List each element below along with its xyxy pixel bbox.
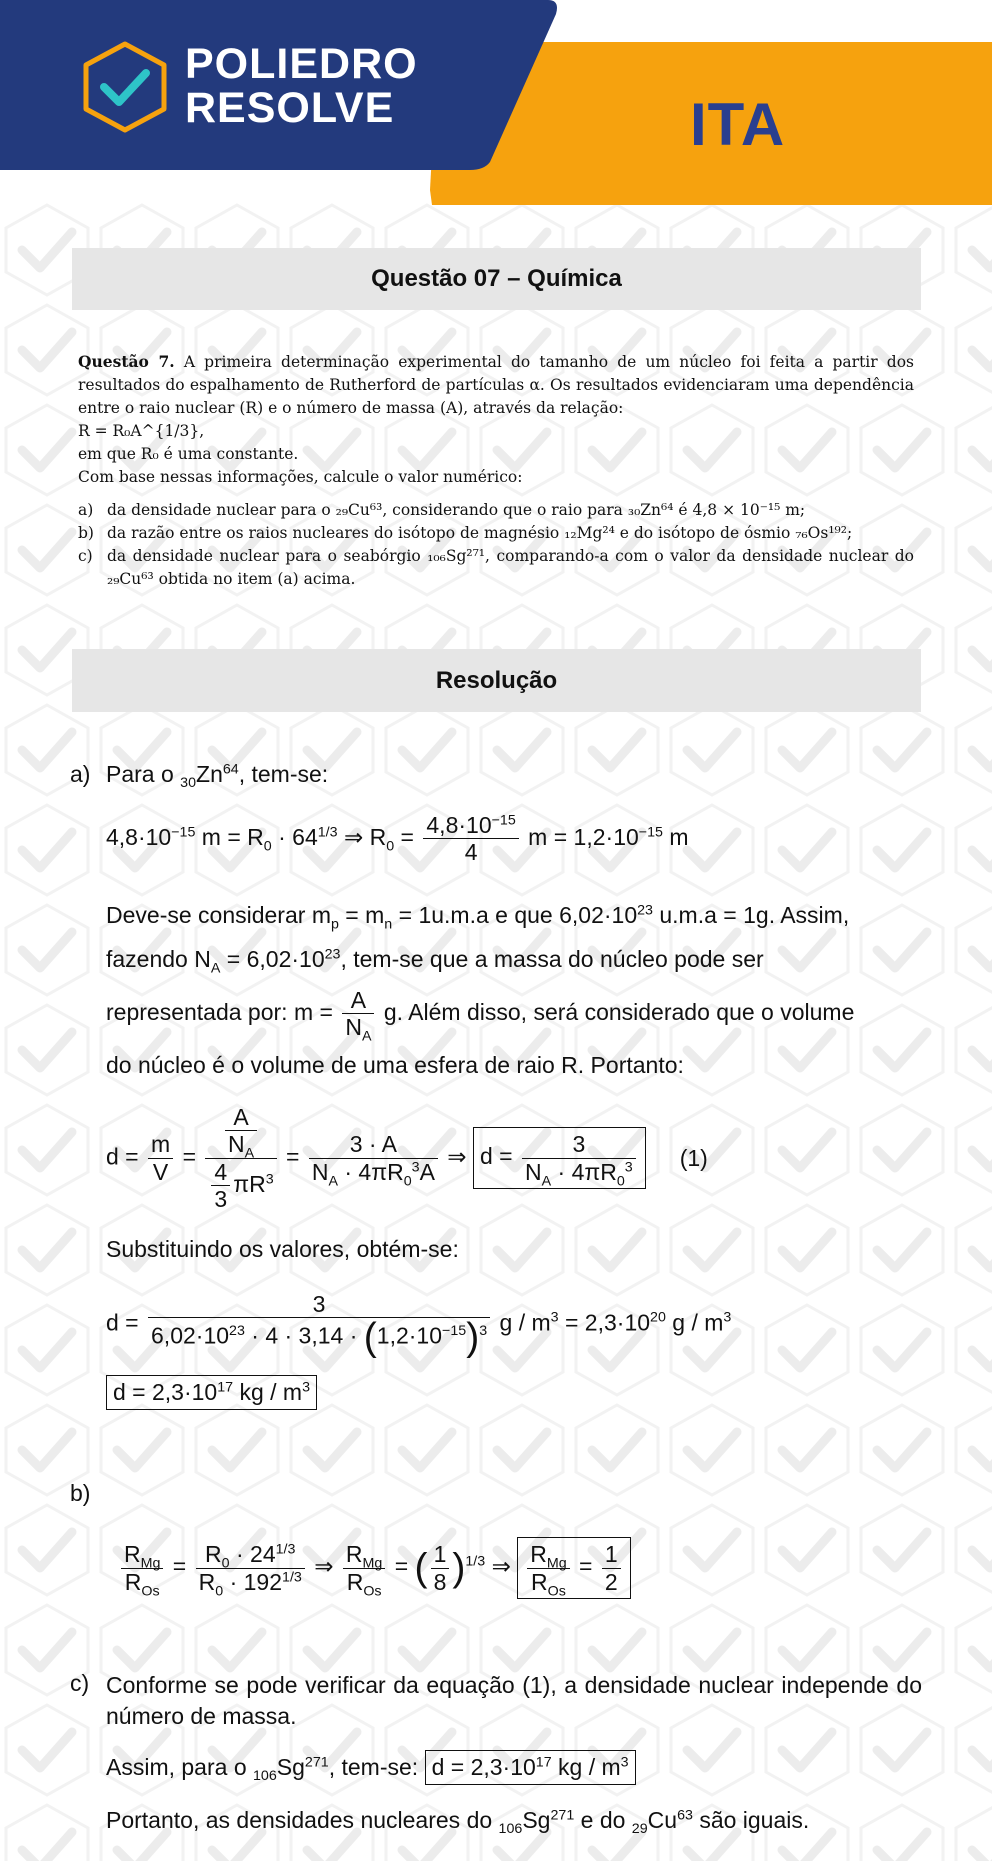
text-segment: , tem-se que a massa do núcleo pode ser [340, 946, 764, 972]
resolution-title: Resolução [435, 667, 558, 694]
text-segment: Para o [106, 761, 174, 787]
solution-a-text: Deve-se considerar $m_p = m_n = 1u.m.a$ e que $6,02\cdot 10^{23}$ u.m.a = 1g. Assim, fazendo $N_A = 6,02\cdot 10^{23}$, tem-se que a massa do núcleo pode ser representada por: m = $\frac{A}{N_A}$ g. Além disso, será considerado que o volume do núcleo é o volume de uma esfera de raio R. Portanto: [106, 902, 855, 1078]
solution-b-label: b) [70, 1480, 91, 1506]
result-density [106, 1375, 922, 1410]
equation-density: d = $\frac{m}{V}$ = $\frac{A}{N_A}$ $\frac{4}{3}$ $\pi R^3$ = $\frac{3 \cdot A}{N_A \cdot 4\pi R_0^3A}$ ⇒ d = $\frac{3}{N_A \cdot 4\pi R_0^3}$ (1) [106, 1103, 708, 1212]
equation-r0: $4,8\cdot 10^{-15}$ $m = R_0 \cdot 64^{1/3}$ ⇒ $R_0$ = $\frac{4,8\cdot 10^{-15}}{4}$ $m = 1,2\cdot 10^{-15}$ m [106, 812, 689, 866]
poliedro-logo-icon [80, 40, 170, 134]
question-label: Questão 7. [78, 352, 175, 371]
item-text: da densidade nuclear para o ₂₉Cu⁶³, considerando que o raio para ₃₀Zn⁶⁴ é 4,8 × 10⁻¹⁵ m; [107, 501, 806, 519]
text-segment: representada por: [106, 999, 288, 1025]
boxed-ratio-result: $\frac{R_{Mg}}{R_{Os}}$ = $\frac{1}{2}$ [517, 1537, 630, 1599]
brand-line1: POLIEDRO [185, 40, 418, 88]
text-segment: são iguais. [699, 1807, 810, 1833]
boxed-sg-density: $d = 2,3\cdot 10^{17}$ kg / $m^3$ [425, 1750, 636, 1785]
item-label: a) [78, 501, 94, 519]
question-const: em que R₀ é uma constante. [78, 445, 299, 463]
solution-c-text3: Portanto, as densidades nucleares do $_{106}Sg^{271}$ e do $_{29}Cu^{63}$ são iguais. [106, 1807, 810, 1837]
boxed-density-result: $d = 2,3\cdot 10^{17}$ kg / $m^3$ [106, 1375, 317, 1410]
brand-line2: RESOLVE [185, 84, 395, 132]
question-intro [78, 350, 914, 420]
formula-text: R = R₀A^{1/3}, [78, 422, 205, 440]
text-segment: , tem-se: [328, 1754, 419, 1780]
solution-c-label: c) [70, 1670, 90, 1696]
brand-logo-text [185, 42, 418, 130]
solution-a-subst: Substituindo os valores, obtém-se: [106, 1236, 459, 1262]
item-label: b) [78, 524, 94, 542]
solution-c-text: Conforme se pode verificar da equação (1), a densidade nuclear independe do número de massa. [106, 1672, 922, 1729]
text-segment: . Assim, [768, 902, 850, 928]
text-segment: do núcleo é o volume de uma esfera de raio R. Portanto: [106, 1052, 684, 1078]
solution-a-label: a) [70, 761, 91, 787]
question-prompt: Com base nessas informações, calcule o valor numérico: [78, 468, 523, 486]
item-text: da razão entre os raios nucleares do isótopo de magnésio ₁₂Mg²⁴ e do isótopo de ósmio ₇₆Os¹⁹²; [107, 524, 853, 542]
question-title-bar [72, 248, 921, 310]
question-statement [78, 350, 914, 591]
solution-c-text2: Assim, para o $_{106}Sg^{271}$, tem-se: $d = 2,3\cdot 10^{17}$ kg / $m^3$ [106, 1750, 922, 1785]
math-zn: $_{30}Zn^{64}$ [180, 761, 239, 791]
exam-name: ITA [690, 91, 786, 158]
item-text: da densidade nuclear para o seabórgio ₁₀₆Sg²⁷¹, comparando-a com o valor da densidade nuclear do ₂₉Cu⁶³ obtida no item (a) acima. [107, 547, 914, 588]
question-items [78, 499, 914, 591]
text-segment: g. Além disso, será considerado que o volume [383, 999, 855, 1025]
equation-density-value: d = $\frac{3}{6,02\cdot 10^{23} \cdot 4 \cdot 3,14 \cdot (1,2\cdot 10^{-15})^3}$ $g / m^3 = 2,3\cdot 10^{20}$ g / $m^3$ [106, 1290, 732, 1360]
equation-number: (1) [679, 1144, 708, 1171]
text-segment: Assim, para o [106, 1754, 247, 1780]
item-label: c) [78, 547, 93, 565]
question-item-c [78, 545, 914, 591]
question-formula [78, 420, 914, 443]
text-segment: , tem-se: [238, 761, 329, 787]
text-segment: e que [495, 902, 553, 928]
resolution-title-bar [72, 649, 921, 712]
text-segment: fazendo [106, 946, 188, 972]
question-item-a [78, 499, 914, 522]
text-segment: Deve-se considerar [106, 902, 306, 928]
solution-a-intro [106, 761, 922, 791]
equation-ratio: $\frac{R_{Mg}}{R_{Os}}$ = $\frac{R_0 \cdot 24^{1/3}}{R_0 \cdot 192^{1/3}}$ ⇒ $\frac{R_{Mg}}{R_{Os}}$ = ( $\frac{1}{8}$ )$^{1/3}$ ⇒ $\frac{R_{Mg}}{R_{Os}}$ = $\frac{1}{2}$ [118, 1530, 934, 1606]
question-intro-text: A primeira determinação experimental do tamanho de um núcleo foi feita a partir dos resultados do espalhamento de Rutherford de partículas α. Os resultados evidenciaram uma dependência entre o raio nuclear (R) e o número de massa (A), através da relação: [78, 353, 914, 417]
question-item-b [78, 522, 914, 545]
text-segment: e do [580, 1807, 626, 1833]
text-segment: Portanto, as densidades nucleares do [106, 1807, 493, 1833]
question-title: Questão 07 – Química [371, 265, 622, 292]
boxed-density-formula: d = $\frac{3}{N_A \cdot 4\pi R_0^3}$ [473, 1127, 646, 1189]
